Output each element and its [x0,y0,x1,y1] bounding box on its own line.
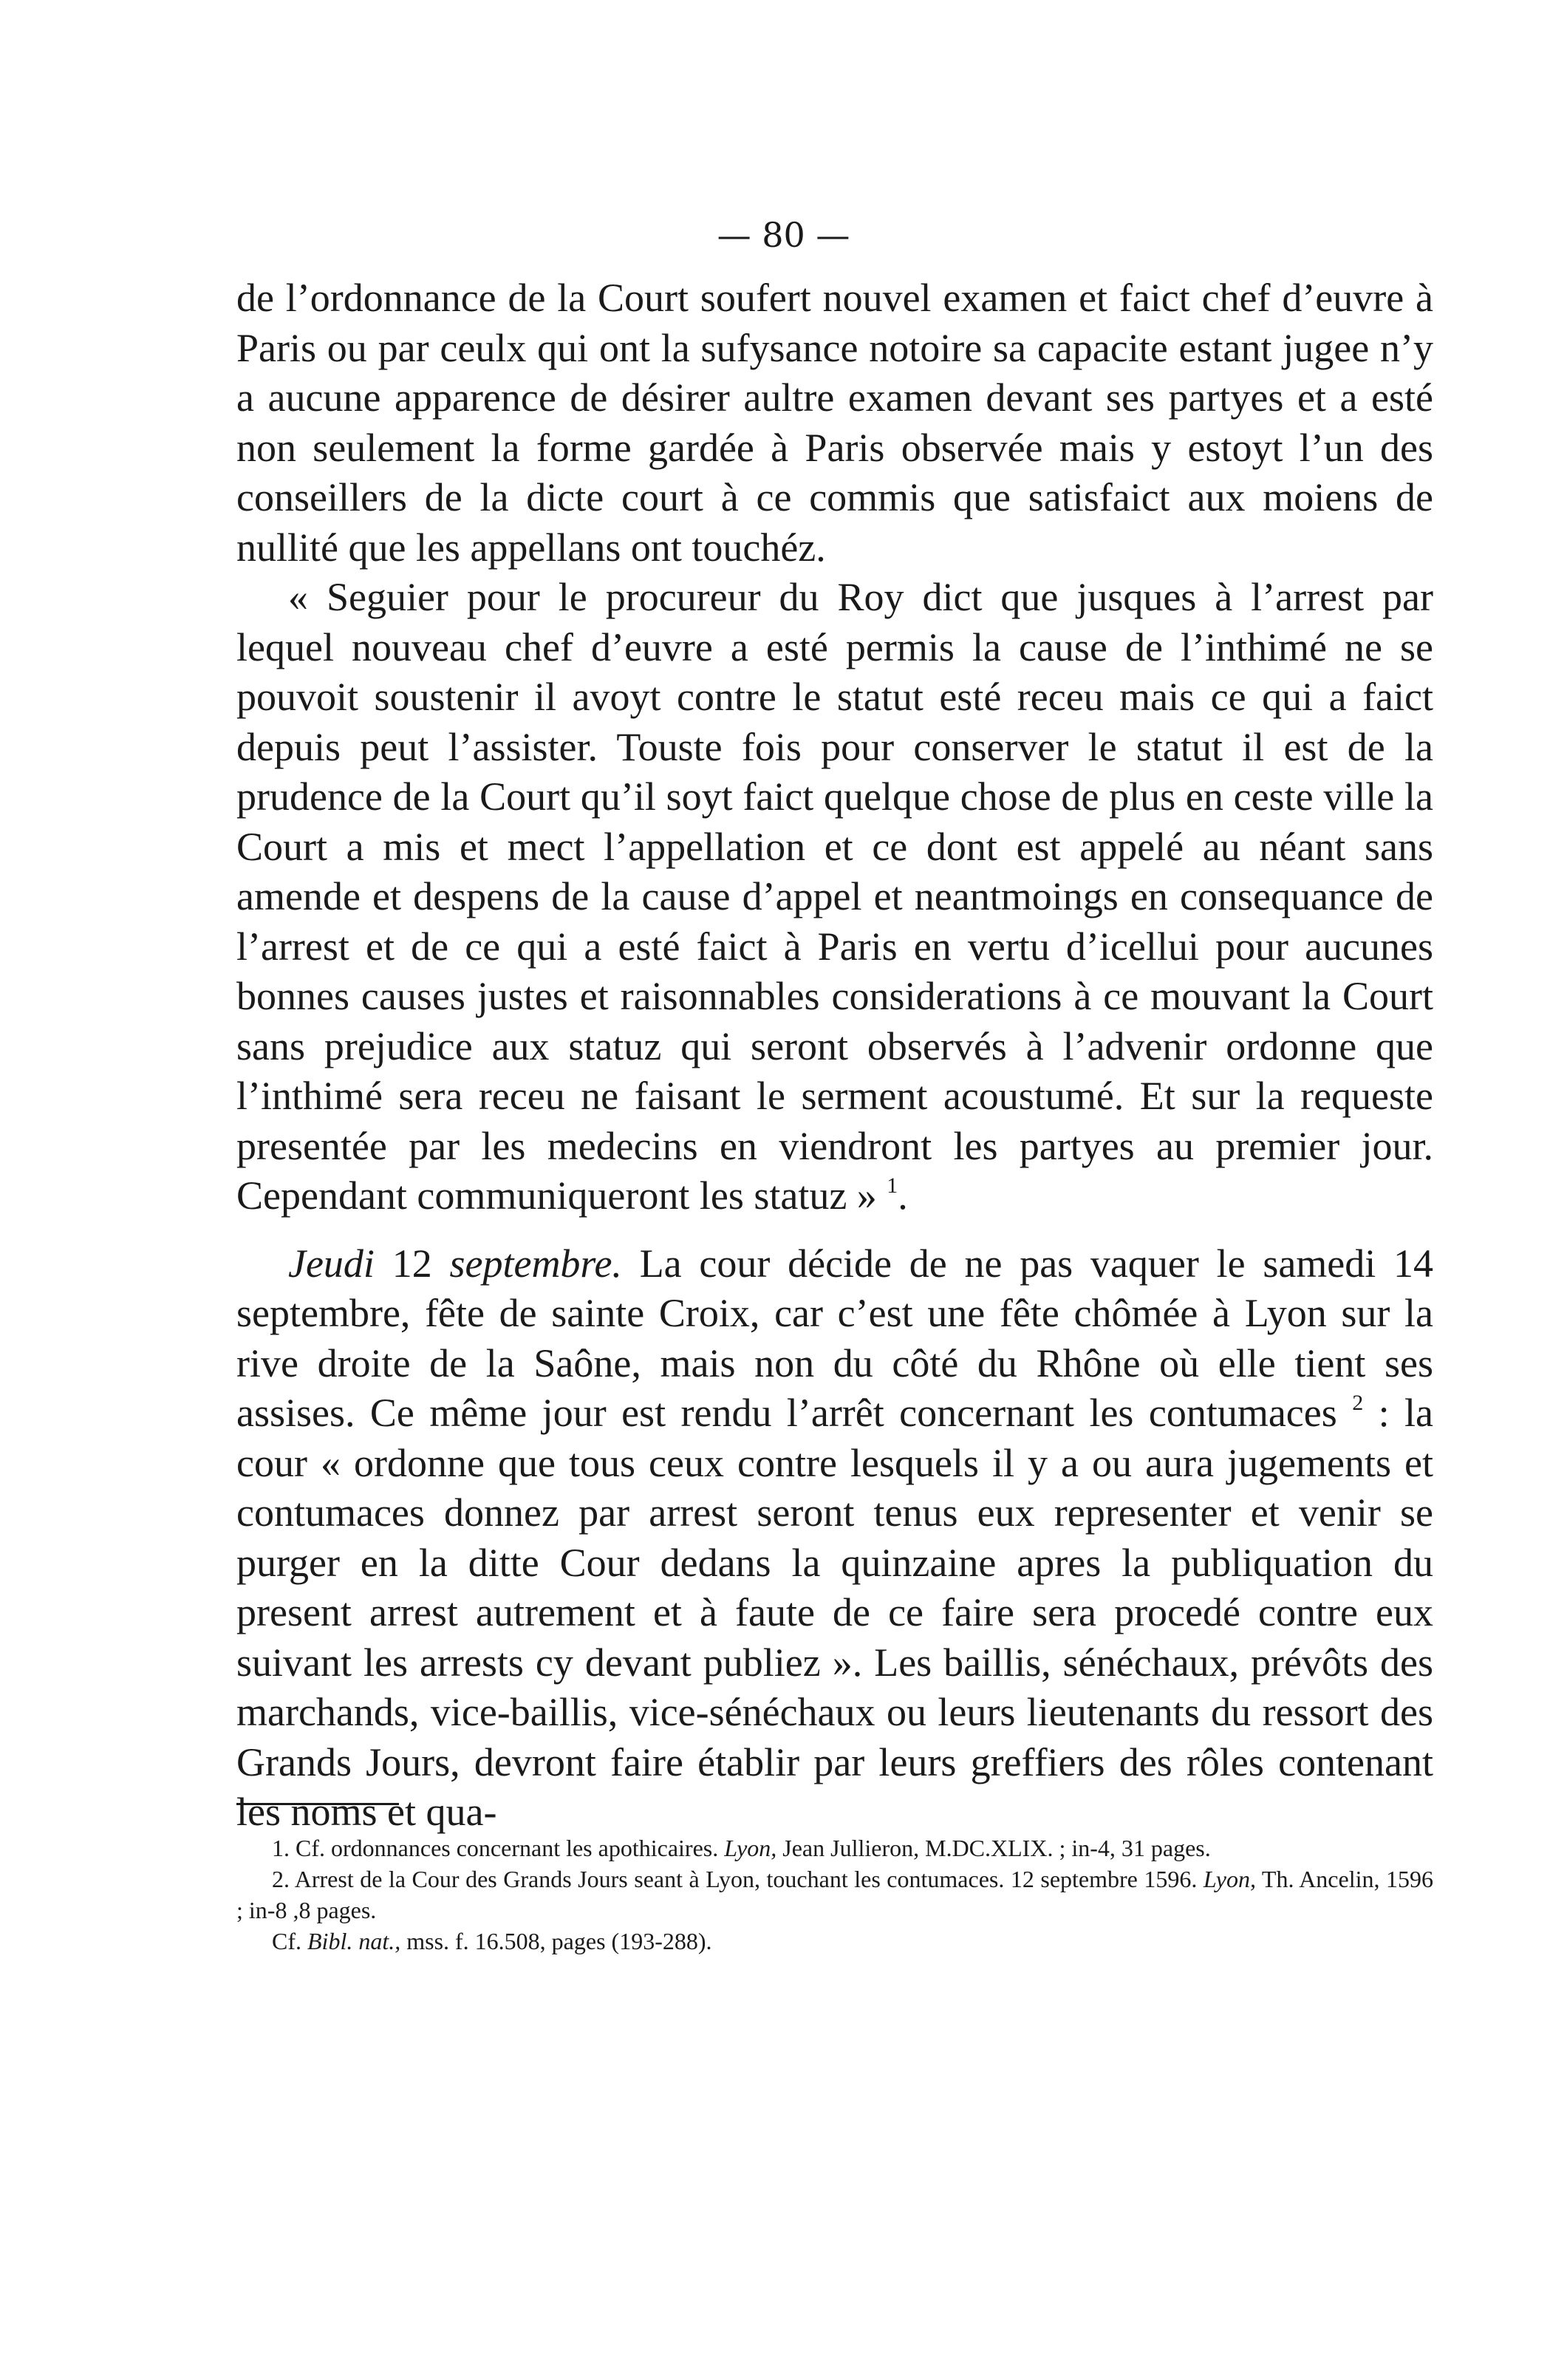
paragraph-2 [236,573,1433,1221]
footnote-1-italic: Lyon, [724,1835,777,1861]
footnote-1-text-b: Jean Jullieron, M.DC.XLIX. ; in-4, 31 pages. [782,1835,1211,1861]
footnote-3-text-b: mss. f. 16.508, pages (193-288). [406,1928,712,1954]
paragraph-1 [236,273,1433,573]
footnote-ref-2: 2 [1352,1391,1364,1415]
paragraph-2-text: « Seguier pour le procureur du Roy dict que jusques à l’arrest par lequel nouveau chef d’euvre a esté permis la cause de l’inthimé ne se pouvoit soustenir il avoyt contre le statut esté receu mais ce qui a faict depuis peut l’assister. Touste fois pour conserver le statut il est de la prudence de la Court qu’il soyt faict quelque chose de plus en ceste ville la Court a mis et mect l’appellation et ce dont est appelé au néant sans amende et despens de la cause d’appel et neantmoings en consequance de l’arrest et de ce qui a esté faict à Paris en vertu d’icellui pour aucunes bonnes causes justes et raisonnables considerations à ce mouvant la Court sans prejudice aux statuz qui seront observés à l’advenir ordonne que l’inthimé sera receu ne faisant le serment acoustumé. Et sur la requeste presentée par les medecins en viendront les partyes au premier jour. Cependant communiqueront les statuz » [236,575,1433,1218]
footnote-2-text-a: Arrest de la Cour des Grands Jours seant à Lyon, touchant les contumaces. 12 septembre 1596. [294,1866,1198,1892]
footnote-ref-1: 1 [887,1173,898,1198]
date-heading-day: Jeudi [288,1241,375,1286]
footnote-1-number: 1. [272,1835,290,1861]
footnote-2 [236,1864,1433,1926]
paragraph-1-text: de l’ordonnance de la Court soufert nouvel examen et faict chef d’euvre à Paris ou par ceulx qui ont la sufysance notoire sa capacite estant jugee n’y a aucune apparence de désirer aultre examen devant ses partyes et a esté non seulement la forme gardée à Paris observée mais y estoyt l’un des conseillers de la dicte court à ce commis que satisfaict aux moiens de nullité que les appellans ont touchéz. [236,276,1433,570]
paragraph-3-text: La cour décide de ne pas vaquer le samedi 14 septembre, fête de sainte Croix, car c’est une fête chômée à Lyon sur la rive droite de la Saône, mais non du côté du Rhône où elle tient ses assises. Ce même jour est rendu l’arrêt concernant les contumaces [236,1241,1434,1435]
footnote-3-text-a: Cf. [272,1928,301,1954]
footnote-1-text-a: Cf. ordonnances concernant les apothicaires. [296,1835,719,1861]
date-heading-month: septembre. [449,1241,622,1286]
page-number: — 80 — [717,215,850,255]
date-heading-number: 12 [392,1241,432,1286]
footnote-2-text-b: Th. Ancelin, 1596 ; in-8 ,8 pages. [236,1866,1434,1923]
footnote-2-italic: Lyon, [1203,1866,1256,1892]
footnote-1 [236,1832,1433,1864]
footnote-rule [236,1803,399,1805]
body-text [236,273,1433,1838]
paragraph-3 [236,1239,1433,1838]
footnote-3-italic: Bibl. nat., [307,1928,401,1954]
footnote-3 [236,1926,1433,1957]
footnote-2-number: 2. [272,1866,290,1892]
paragraph-3-continuation: : la cour « ordonne que tous ceux contre lesquels il y a ou aura jugements et contumaces donnez par arrest seront tenus eux representer et venir se purger en la ditte Cour dedans la quinzaine apres la publiquation du present arrest autrement et à faute de ce faire sera procedé contre eux suivant les arrests cy devant publiez ». Les baillis, sénéchaux, prévôts des marchands, vice-baillis, vice-sénéchaux ou leurs lieutenants du ressort des Grands Jours, devront faire établir par leurs greffiers des rôles contenant les noms et qua- [236,1391,1434,1834]
paragraph-2-end: . [898,1173,908,1218]
footnotes [236,1832,1433,1957]
